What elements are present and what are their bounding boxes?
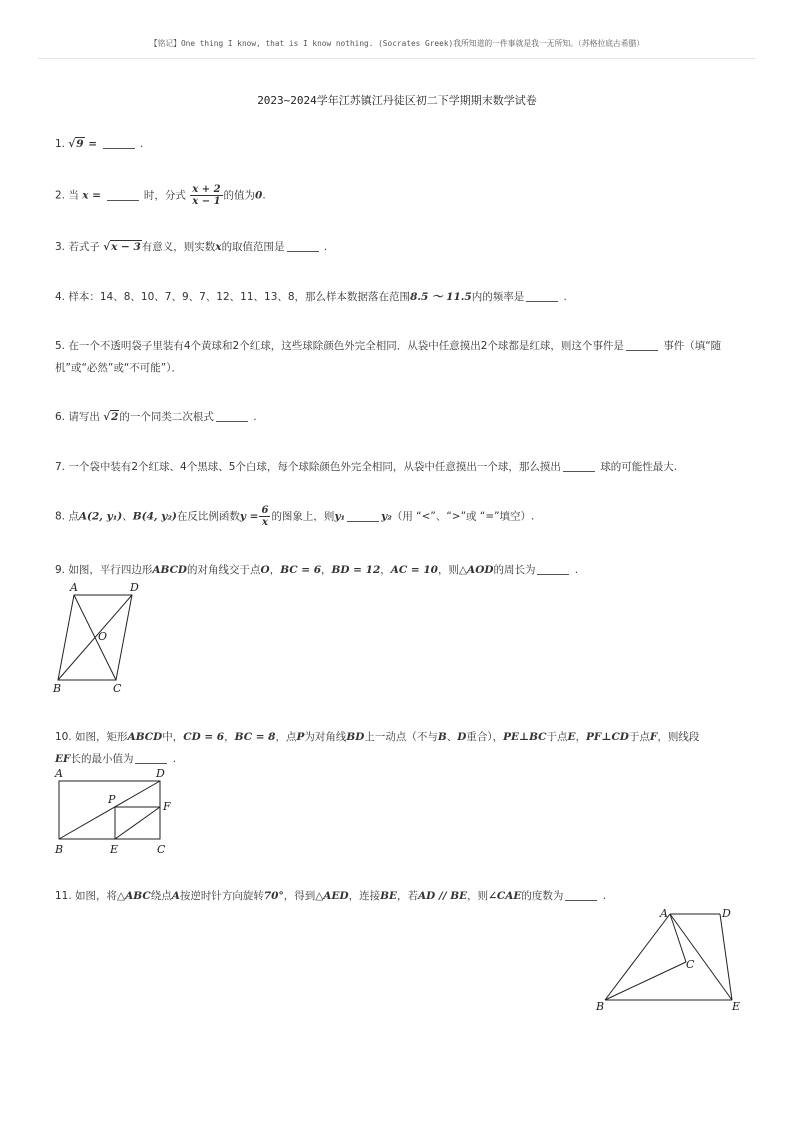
question-8: 8. 点A(2, y₁)、B(4, y₂)在反比例函数y = $\frac{6}{x}$ 的图象上，则y₁ y₂（用 “<”、“>”或 “=”填空）.: [55, 505, 535, 528]
label-e: E: [110, 843, 119, 856]
question-10: 10. 如图，矩形ABCD中，CD = 6，BC = 8，点P为对角线BD上一动点（不与B、D重合），PE⊥BC于点E，PF⊥CD于点F，则线段 EF长的最小值为 .: [55, 731, 700, 765]
label-b: B: [596, 1000, 605, 1013]
rectangle-figure: [50, 766, 180, 860]
label-c: C: [113, 682, 122, 695]
label-d: D: [722, 907, 731, 920]
header-divider: [38, 58, 756, 59]
diagonal-bd: [59, 781, 160, 839]
label-a: A: [55, 767, 63, 780]
label-a: A: [660, 907, 668, 920]
label-p: P: [108, 793, 116, 806]
answer-blank[interactable]: [103, 137, 135, 149]
answer-blank[interactable]: [135, 752, 167, 764]
label-e: E: [732, 1000, 741, 1013]
label-a: A: [70, 581, 78, 594]
fraction: $\frac{x + 2}{x - 1}$: [192, 184, 221, 207]
label-c: C: [686, 958, 695, 971]
question-9: 9. 如图，平行四边形ABCD的对角线交于点O，BC = 6，BD = 12，AC = 10，则△AOD的周长为 .: [55, 564, 579, 576]
label-d: D: [130, 581, 139, 594]
label-f: F: [163, 800, 171, 813]
rotation-figure: [590, 900, 750, 1015]
question-6: 6. 请写出 √2的一个同类二次根式 .: [55, 411, 257, 423]
question-number: 1.: [55, 138, 66, 150]
label-b: B: [53, 682, 62, 695]
label-b: B: [55, 843, 64, 856]
question-5: 5. 在一个不透明袋子里装有4个黄球和2个红球，这些球除颜色外完全相同．从袋中任意摸出2个球都是红球，则这个事件是 事件（填“随 机”或“必然”或“不可能”）．: [55, 340, 722, 374]
label-c: C: [157, 843, 166, 856]
question-7: 7. 一个袋中装有2个红球、4个黑球、5个白球，每个球除颜色外完全相同，从袋中任意摸出一个球，那么摸出 球的可能性最大.: [55, 461, 678, 473]
segment-ef: [115, 807, 160, 839]
label-d: D: [156, 767, 165, 780]
diagonal-bd: [58, 595, 132, 680]
question-2: 2. 当 x = 时，分式 $\frac{x + 2}{x - 1}$ 的值为0.: [55, 184, 266, 207]
segment-ab: [605, 914, 670, 1000]
answer-blank[interactable]: [537, 563, 569, 575]
answer-blank[interactable]: [526, 290, 558, 302]
answer-blank[interactable]: [347, 510, 379, 522]
answer-blank[interactable]: [107, 189, 139, 201]
question-3: 3. 若式子 √x − 3有意义，则实数x的取值范围是 .: [55, 241, 328, 253]
sqrt-expression: √x − 3: [103, 241, 141, 253]
question-11: 11. 如图，将△ABC绕点A按逆时针方向旋转70°，得到△AED，连接BE，若AD // BE，则∠CAE的度数为 .: [55, 890, 607, 902]
question-4: 4. 样本：14、8、10、7、9、7、12、11、13、8，那么样本数据落在范围8.5 ～ 11.5内的频率是 .: [55, 291, 567, 303]
segment-de: [720, 914, 732, 1000]
answer-blank[interactable]: [563, 460, 595, 472]
label-o: O: [98, 630, 108, 643]
sqrt-expression: √9: [68, 138, 84, 150]
segment-ae: [670, 914, 732, 1000]
fraction: $\frac{6}{x}$: [261, 505, 269, 528]
answer-blank[interactable]: [626, 339, 658, 351]
answer-blank[interactable]: [287, 240, 319, 252]
segment-ac: [670, 914, 686, 962]
question-1: 1. √9 = .: [55, 138, 144, 150]
answer-blank[interactable]: [216, 410, 248, 422]
header-quote: 【铭记】One thing I know, that is I know nothing. (Socrates Greek)我所知道的一件事就是我一无所知。（苏格拉底古希腊）: [149, 39, 645, 48]
document-title: 2023~2024学年江苏镇江丹徒区初二下学期期末数学试卷: [257, 94, 537, 107]
segment-bc: [605, 962, 686, 1000]
sqrt-expression: √2: [103, 411, 119, 423]
parallelogram-figure: [48, 578, 158, 698]
